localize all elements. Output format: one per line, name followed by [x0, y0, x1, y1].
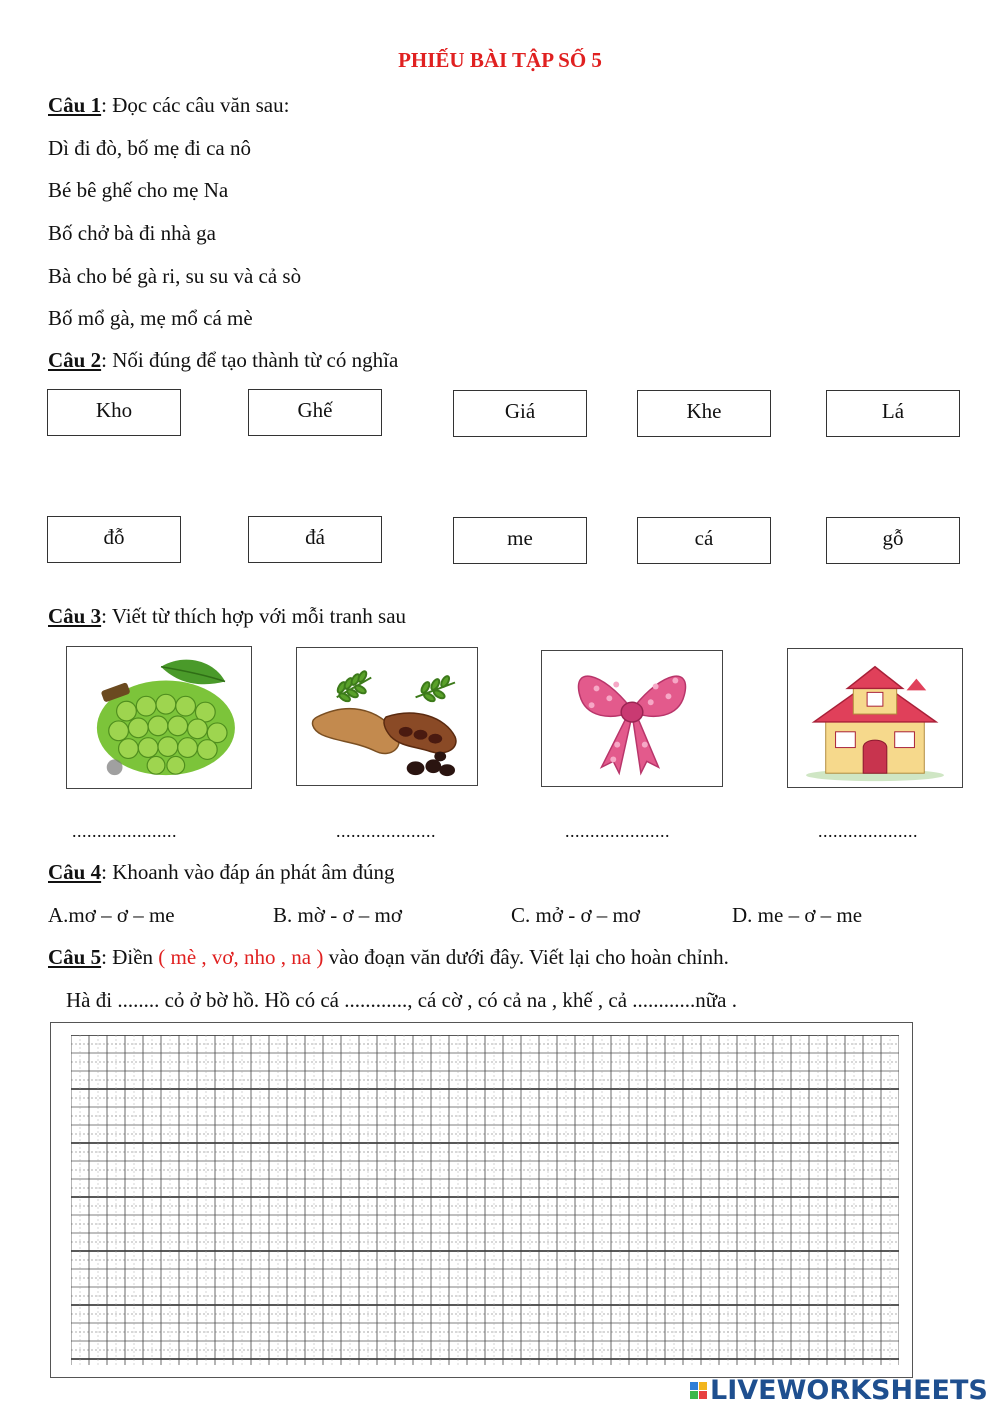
match-word-top[interactable]: Khe	[637, 390, 771, 437]
match-word-top[interactable]: Kho	[47, 389, 181, 436]
match-word-bottom[interactable]: gỗ	[826, 517, 960, 564]
q4-option-a[interactable]: A.mơ – ơ – me	[48, 903, 175, 927]
match-word-top[interactable]: Giá	[453, 390, 587, 437]
match-word-top[interactable]: Lá	[826, 390, 960, 437]
q5-prompt-end: vào đoạn văn dưới đây. Viết lại cho hoàn chỉnh.	[323, 945, 729, 969]
q5-heading	[48, 945, 729, 970]
q2-prompt: : Nối đúng để tạo thành từ có nghĩa	[101, 348, 399, 372]
answer-blank[interactable]: .....................	[565, 821, 670, 841]
writing-grid-frame	[50, 1022, 913, 1378]
q1-prompt: : Đọc các câu văn sau:	[101, 93, 290, 117]
q4-option-b[interactable]: B. mờ - ơ – mơ	[273, 903, 402, 927]
q4-prompt: : Khoanh vào đáp án phát âm đúng	[101, 860, 395, 884]
q5-passage: Hà đi ........ cỏ ở bờ hồ. Hồ có cá ............, cá cờ , có cả na , khế , cả ............nữa .	[66, 988, 737, 1012]
q5-word-bank: ( mè , vơ, nho , na )	[158, 945, 324, 969]
q1-heading	[48, 93, 289, 118]
q1-sentence: Bố chở bà đi nhà ga	[48, 221, 216, 245]
q2-label: Câu 2	[48, 348, 102, 372]
logo-mark-icon	[690, 1382, 707, 1399]
q4-heading	[48, 860, 394, 885]
answer-blank[interactable]: ....................	[818, 821, 918, 841]
q1-sentence: Dì đi đò, bố mẹ đi ca nô	[48, 136, 251, 160]
bow-ribbon-image	[541, 650, 723, 787]
custard-apple-image	[66, 646, 252, 789]
tamarind-image	[296, 647, 478, 786]
q4-label: Câu 4	[48, 860, 102, 884]
q1-sentence: Bé bê ghế cho mẹ Na	[48, 178, 229, 202]
q5-label: Câu 5	[48, 945, 102, 969]
house-image	[787, 648, 963, 788]
q2-heading	[48, 348, 398, 373]
q5-prompt-start: : Điền	[101, 945, 159, 969]
match-word-bottom[interactable]: cá	[637, 517, 771, 564]
match-word-top[interactable]: Ghế	[248, 389, 382, 436]
answer-blank[interactable]: ....................	[336, 821, 436, 841]
logo-text: LIVEWORKSHEETS	[710, 1374, 988, 1406]
match-word-bottom[interactable]: me	[453, 517, 587, 564]
q1-sentence: Bố mổ gà, mẹ mổ cá mè	[48, 306, 253, 330]
q4-option-c[interactable]: C. mở - ơ – mơ	[511, 903, 640, 927]
liveworksheets-logo	[690, 1372, 988, 1408]
match-word-bottom[interactable]: đá	[248, 516, 382, 563]
page-title: PHIẾU BÀI TẬP SỐ 5	[398, 48, 602, 72]
match-word-bottom[interactable]: đỗ	[47, 516, 181, 563]
writing-grid[interactable]	[71, 1035, 899, 1365]
q3-prompt: : Viết từ thích hợp với mỗi tranh sau	[101, 604, 407, 628]
q3-heading	[48, 604, 406, 629]
answer-blank[interactable]: .....................	[72, 821, 177, 841]
q1-sentence: Bà cho bé gà ri, su su và cả sò	[48, 264, 302, 288]
q4-option-d[interactable]: D. me – ơ – me	[732, 903, 863, 927]
q1-label: Câu 1	[48, 93, 102, 117]
q3-label: Câu 3	[48, 604, 102, 628]
